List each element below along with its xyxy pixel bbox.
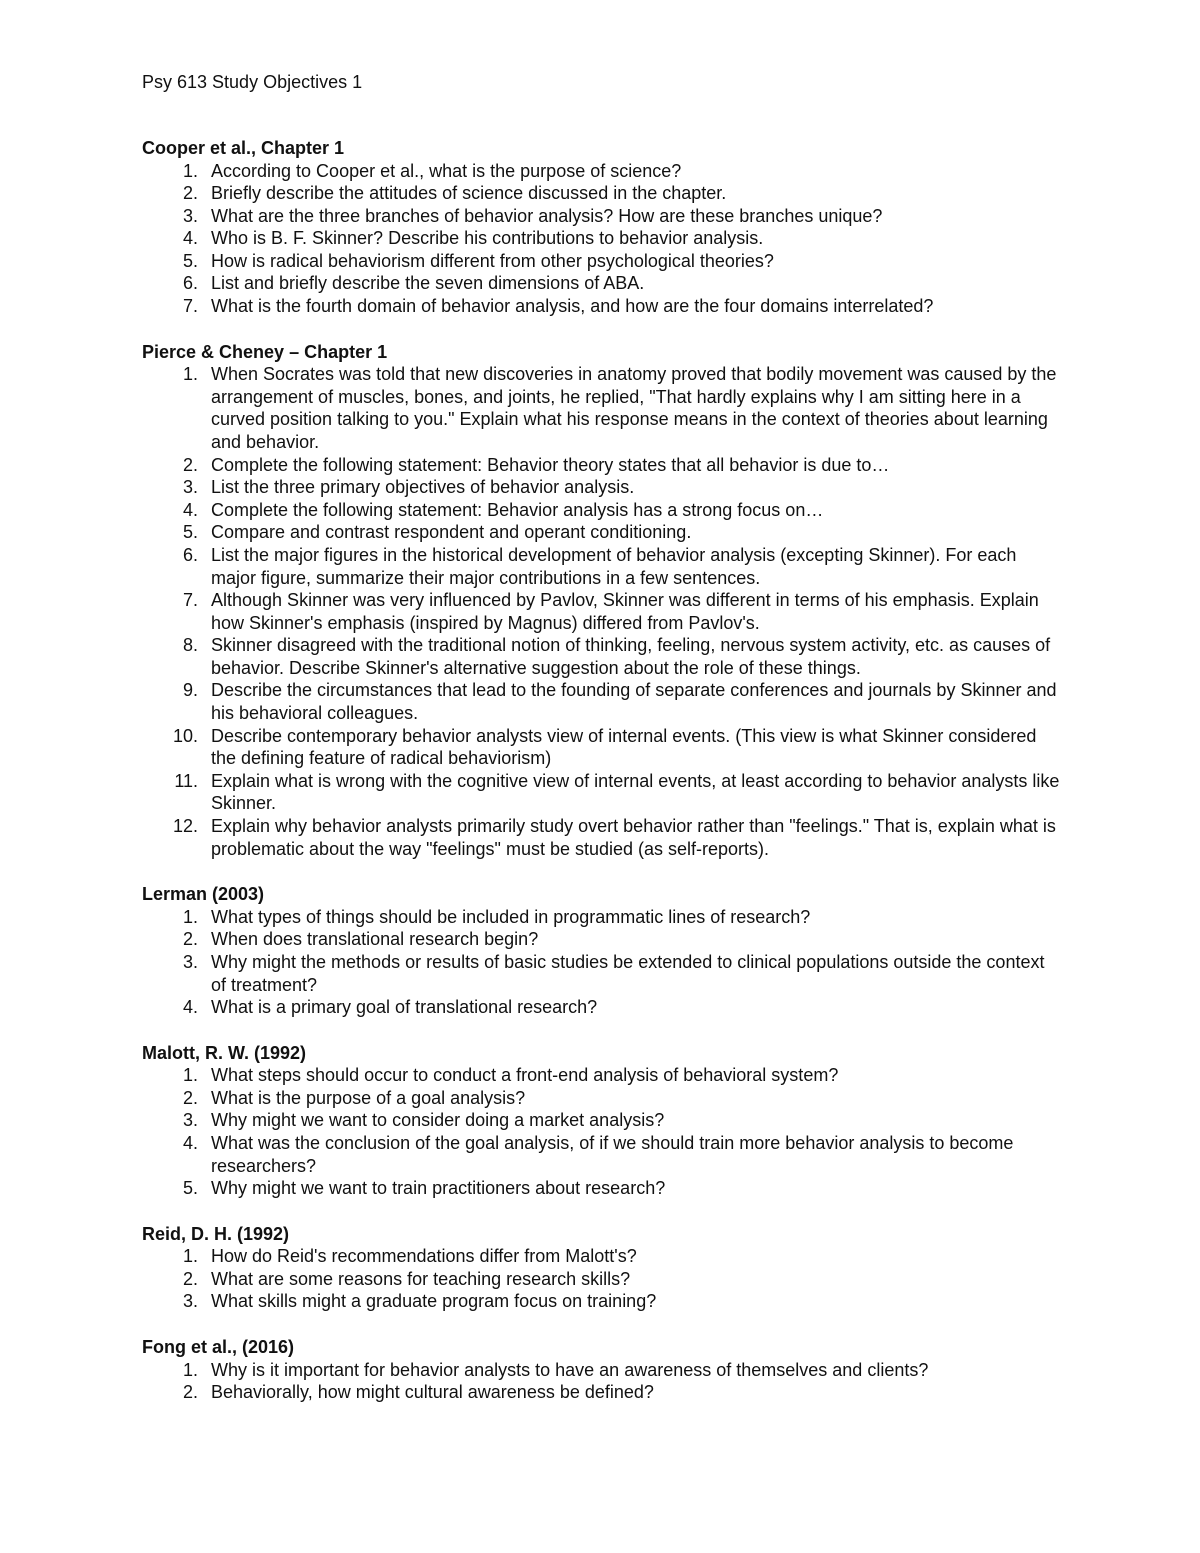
list-item [142, 679, 1062, 724]
item-number: 3. [182, 1110, 198, 1131]
objectives-list [142, 160, 1062, 318]
item-text: Who is B. F. Skinner? Describe his contributions to behavior analysis. [211, 228, 764, 249]
item-text: What types of things should be included in programmatic lines of research? [211, 906, 811, 927]
section-heading: Pierce & Cheney – Chapter 1 [142, 341, 388, 362]
list-item [142, 1359, 1062, 1382]
item-text: What is the purpose of a goal analysis? [211, 1087, 526, 1108]
item-number: 9. [182, 680, 198, 701]
item-number: 2. [182, 1382, 198, 1403]
list-item [142, 906, 1062, 929]
item-text: How do Reid's recommendations differ from Malott's? [211, 1246, 637, 1267]
list-item [142, 634, 1062, 679]
objectives-list [142, 1064, 1062, 1200]
item-text: Although Skinner was very influenced by Pavlov, Skinner was different in terms of his emphasis. Explain how Skinner's emphasis (inspired by Magnus) differed from Pavlov's. [211, 590, 1039, 633]
section-heading: Lerman (2003) [142, 884, 265, 905]
item-number: 1. [182, 906, 198, 927]
item-text: What steps should occur to conduct a front-end analysis of behavioral system? [211, 1065, 839, 1086]
list-item [142, 1177, 1062, 1200]
item-number: 3. [182, 951, 198, 972]
item-text: What skills might a graduate program focus on training? [211, 1291, 657, 1312]
list-item [142, 589, 1062, 634]
item-number: 1. [182, 1246, 198, 1267]
objectives-list [142, 363, 1062, 860]
item-number: 8. [182, 635, 198, 656]
list-item [142, 476, 1062, 499]
list-item [142, 521, 1062, 544]
section-heading: Malott, R. W. (1992) [142, 1042, 307, 1063]
list-item [142, 725, 1062, 770]
item-text: What was the conclusion of the goal analysis, of if we should train more behavior analysis to become researchers? [211, 1132, 1014, 1176]
objectives-list [142, 1245, 1062, 1313]
list-item [142, 272, 1062, 295]
item-text: Explain what is wrong with the cognitive view of internal events, at least according to behavior analysts like Skinner. [211, 770, 1060, 814]
item-number: 3. [182, 205, 198, 226]
item-text: According to Cooper et al., what is the purpose of science? [211, 160, 682, 181]
item-text: List the major figures in the historical development of behavior analysis (excepting Skinner). For each major figure, summarize their major contributions in a few sentences. [211, 544, 1017, 588]
list-item [142, 454, 1062, 477]
section [142, 1042, 1062, 1200]
item-text: When Socrates was told that new discoveries in anatomy proved that bodily movement was caused by the arrangement of muscles, bones, and joints, he replied, "That hardly explains why I am sitting here in a curved position talking to you." Explain what his response means in the context of theories about learning and behavior. [211, 364, 1057, 452]
item-text: Compare and contrast respondent and operant conditioning. [211, 522, 692, 543]
item-text: Why might we want to consider doing a market analysis? [211, 1110, 665, 1131]
item-text: When does translational research begin? [211, 929, 539, 950]
item-number: 6. [182, 273, 198, 294]
item-number: 2. [182, 454, 198, 475]
item-number: 12. [172, 816, 198, 837]
list-item [142, 363, 1062, 453]
item-number: 4. [182, 499, 198, 520]
item-number: 2. [182, 1087, 198, 1108]
section [142, 1336, 1062, 1404]
item-number: 5. [182, 522, 198, 543]
item-text: List and briefly describe the seven dimensions of ABA. [211, 273, 645, 294]
list-item [142, 815, 1062, 860]
list-item [142, 1290, 1062, 1313]
item-text: Complete the following statement: Behavior analysis has a strong focus on… [211, 499, 824, 520]
item-number: 1. [182, 1065, 198, 1086]
item-text: What is a primary goal of translational research? [211, 997, 598, 1018]
item-text: How is radical behaviorism different from other psychological theories? [211, 250, 774, 271]
item-number: 7. [182, 296, 198, 317]
item-text: Describe contemporary behavior analysts view of internal events. (This view is what Skinner considered the defining feature of radical behaviorism) [211, 725, 1037, 769]
item-number: 4. [182, 1132, 198, 1153]
item-number: 5. [182, 250, 198, 271]
item-text: Skinner disagreed with the traditional notion of thinking, feeling, nervous system activity, etc. as causes of behavior. Describe Skinner's alternative suggestion about the role of these things. [211, 635, 1051, 678]
item-text: Behaviorally, how might cultural awareness be defined? [211, 1382, 654, 1403]
list-item [142, 951, 1062, 996]
item-text: Briefly describe the attitudes of science discussed in the chapter. [211, 183, 727, 204]
item-number: 2. [182, 1268, 198, 1289]
item-text: Explain why behavior analysts primarily study overt behavior rather than "feelings." That is, explain what is problematic about the way "feelings" must be studied (as self-reports). [211, 816, 1056, 859]
document-title: Psy 613 Study Objectives 1 [142, 72, 363, 92]
item-number: 2. [182, 929, 198, 950]
list-item [142, 182, 1062, 205]
item-text: What are some reasons for teaching research skills? [211, 1268, 631, 1289]
list-item [142, 1381, 1062, 1404]
item-number: 7. [182, 590, 198, 611]
list-item [142, 770, 1062, 815]
item-number: 4. [182, 228, 198, 249]
section-heading: Reid, D. H. (1992) [142, 1223, 290, 1244]
section-heading: Fong et al., (2016) [142, 1337, 295, 1358]
list-item [142, 227, 1062, 250]
document-page [142, 70, 1062, 1427]
list-item [142, 544, 1062, 589]
section [142, 1223, 1062, 1313]
item-text: Why might we want to train practitioners about research? [211, 1178, 666, 1199]
list-item [142, 205, 1062, 228]
list-item [142, 996, 1062, 1019]
item-number: 6. [182, 544, 198, 565]
item-text: What are the three branches of behavior analysis? How are these branches unique? [211, 205, 883, 226]
list-item [142, 499, 1062, 522]
objectives-list [142, 1359, 1062, 1404]
item-number: 10. [172, 725, 198, 746]
section [142, 883, 1062, 1018]
item-text: Why is it important for behavior analysts to have an awareness of themselves and clients? [211, 1359, 929, 1380]
item-number: 5. [182, 1178, 198, 1199]
list-item [142, 1109, 1062, 1132]
list-item [142, 1268, 1062, 1291]
item-text: Describe the circumstances that lead to the founding of separate conferences and journals by Skinner and his behavioral colleagues. [211, 680, 1057, 724]
list-item [142, 1064, 1062, 1087]
list-item [142, 1132, 1062, 1177]
list-item [142, 928, 1062, 951]
item-number: 11. [174, 770, 198, 791]
list-item [142, 160, 1062, 183]
item-text: What is the fourth domain of behavior analysis, and how are the four domains interrelated? [211, 296, 934, 317]
objectives-list [142, 906, 1062, 1019]
item-number: 1. [182, 160, 198, 181]
list-item [142, 1245, 1062, 1268]
section [142, 341, 1062, 861]
item-text: Why might the methods or results of basic studies be extended to clinical populations outside the context of treatment? [211, 951, 1045, 995]
section-heading: Cooper et al., Chapter 1 [142, 138, 345, 158]
item-number: 3. [182, 477, 198, 498]
item-number: 4. [182, 997, 198, 1018]
item-text: List the three primary objectives of behavior analysis. [211, 477, 635, 498]
item-number: 1. [182, 1359, 198, 1380]
item-number: 2. [182, 183, 198, 204]
list-item [142, 1087, 1062, 1110]
item-text: Complete the following statement: Behavior theory states that all behavior is due to… [211, 454, 890, 475]
list-item [142, 250, 1062, 273]
sections-container [142, 137, 1062, 1404]
section [142, 137, 1062, 318]
list-item [142, 295, 1062, 318]
item-number: 1. [182, 364, 198, 385]
item-number: 3. [182, 1291, 198, 1312]
